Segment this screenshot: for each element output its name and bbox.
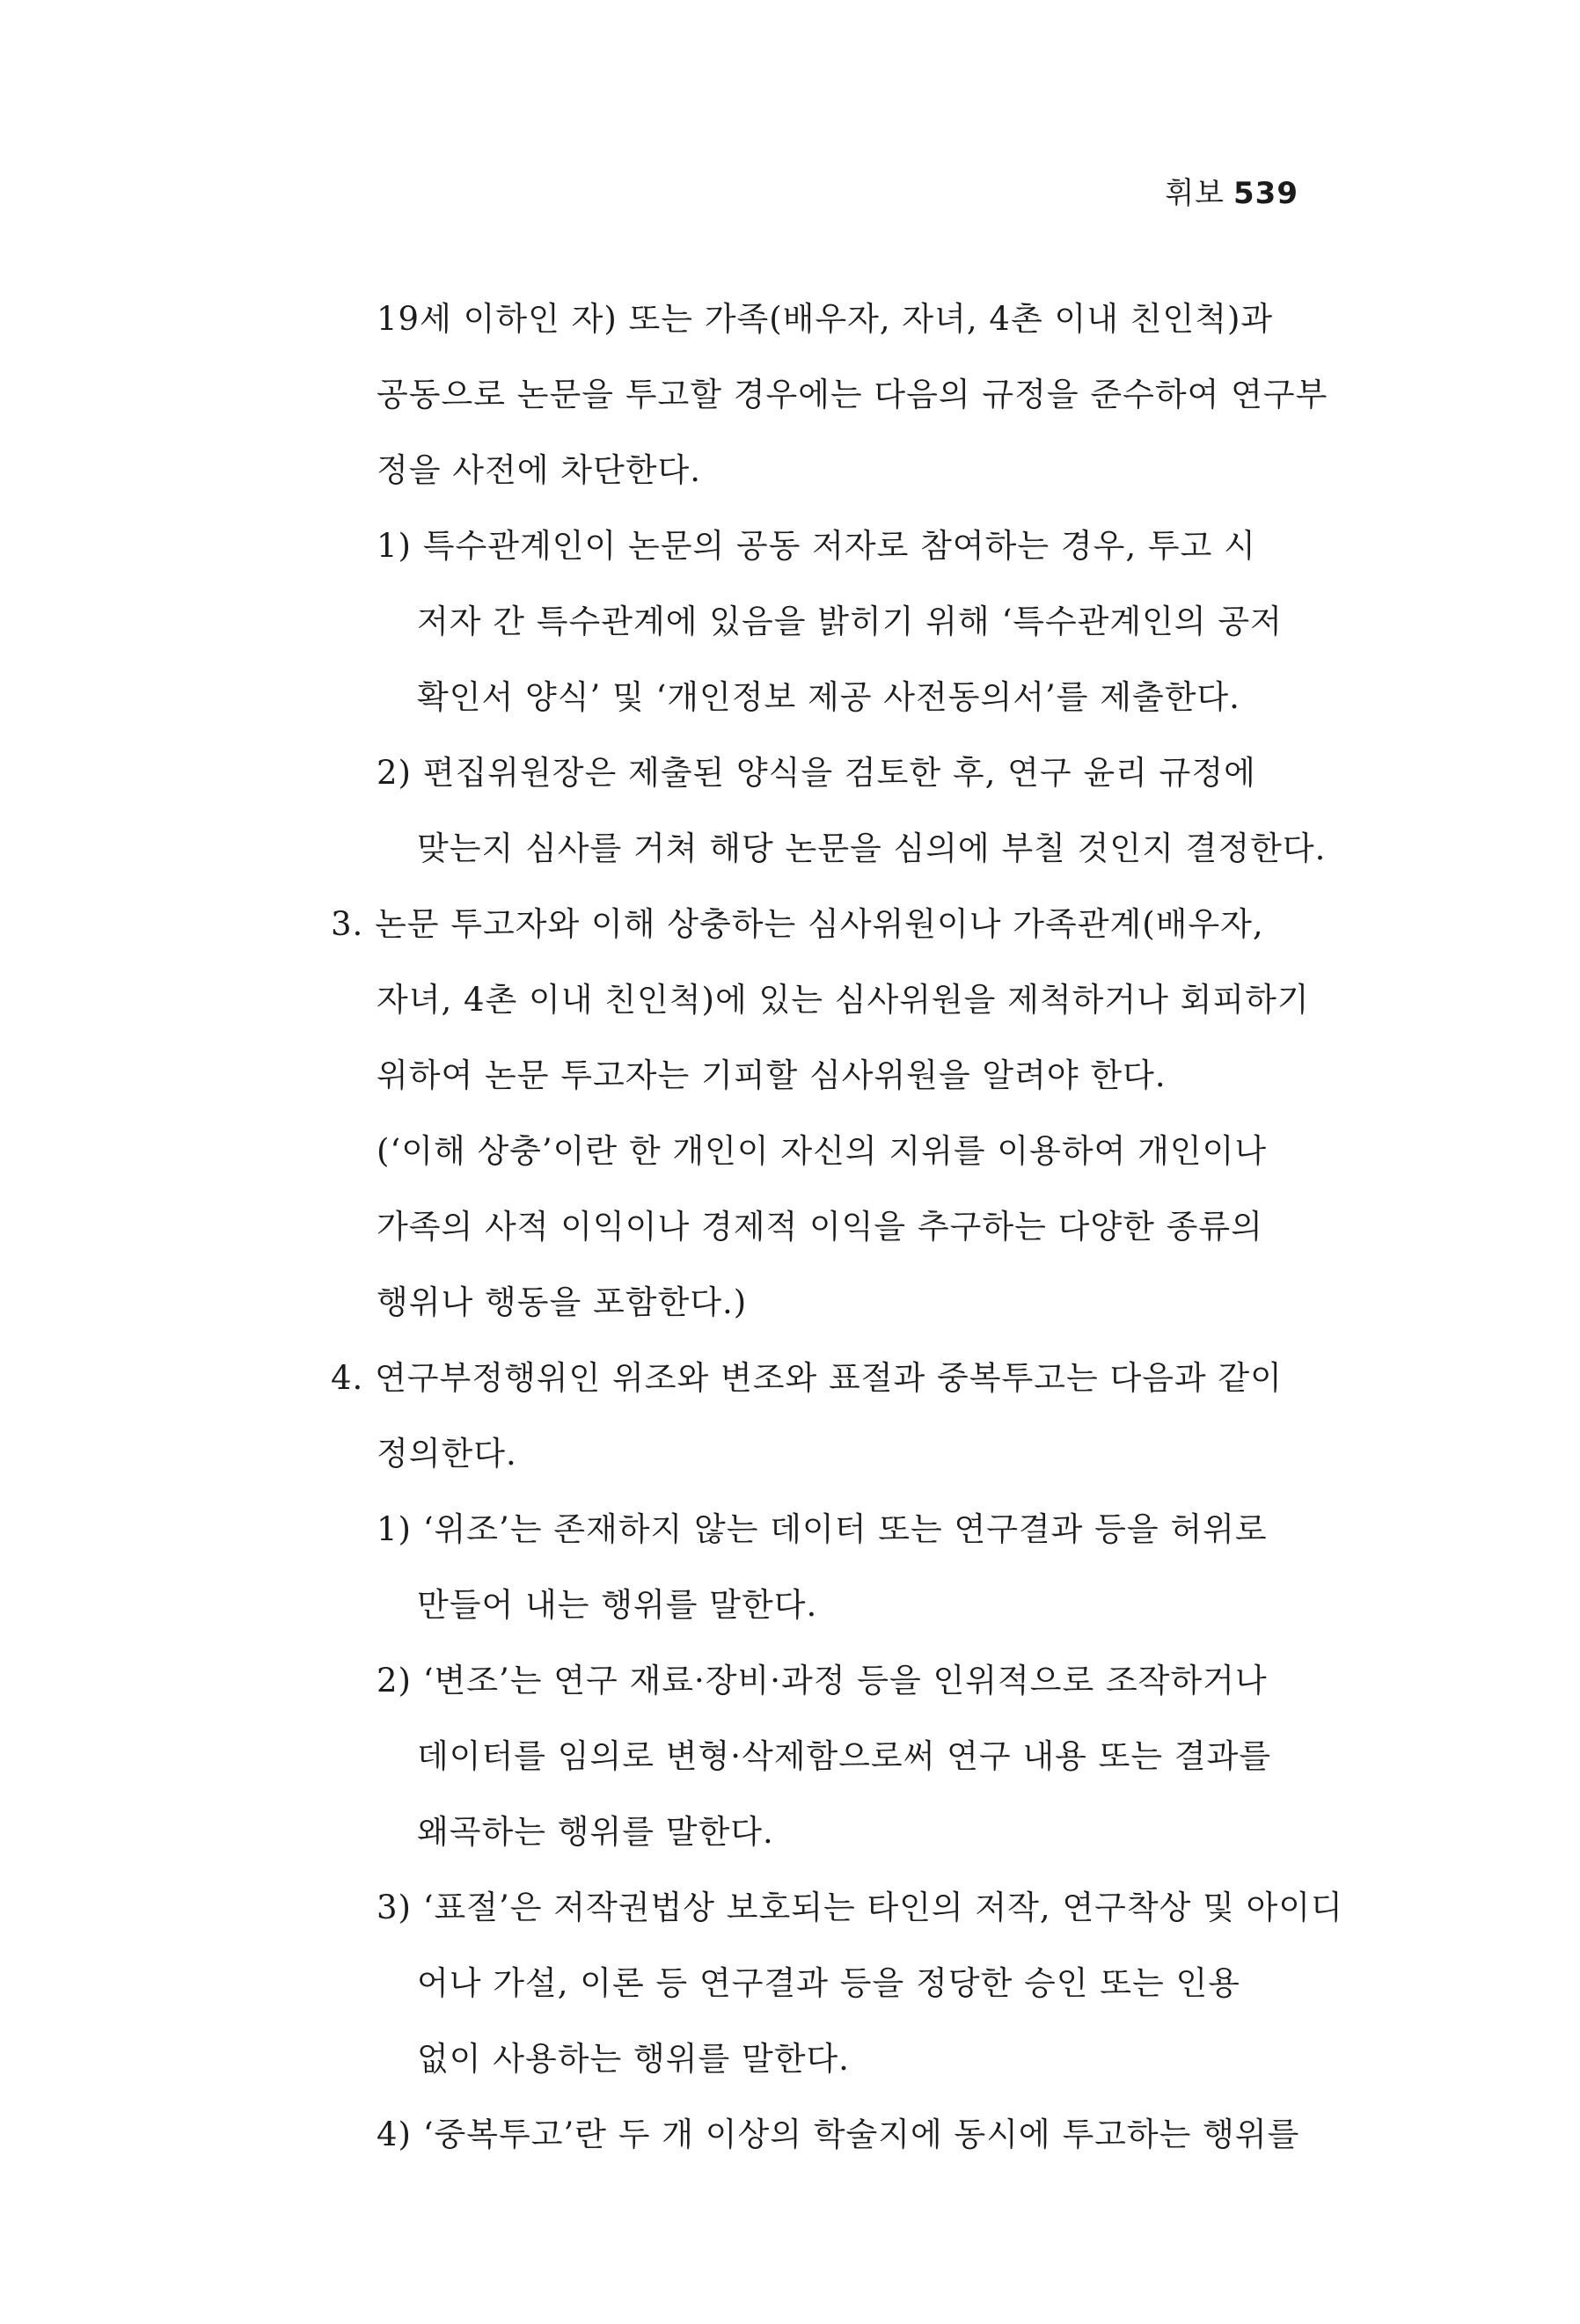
- section-item-3: 3. 논문 투고자와 이해 상충하는 심사위원이나 가족관계(배우자,: [331, 905, 1264, 943]
- text-line: 가족의 사적 이익이나 경제적 이익을 추구하는 다양한 종류의: [377, 1208, 1263, 1246]
- text-line: 정을 사전에 차단한다.: [377, 451, 701, 489]
- text-line: 정의한다.: [377, 1435, 517, 1473]
- text-line: 데이터를 임의로 변형·삭제함으로써 연구 내용 또는 결과를: [417, 1737, 1272, 1775]
- text-line: 만들어 내는 행위를 말한다.: [417, 1586, 818, 1624]
- list-item-marker-line: 1) 특수관계인이 논문의 공동 저자로 참여하는 경우, 투고 시: [377, 527, 1256, 565]
- text-line: 어나 가설, 이론 등 연구결과 등을 정당한 승인 또는 인용: [417, 1964, 1240, 2002]
- text-line: (‘이해 상충’이란 한 개인이 자신의 지위를 이용하여 개인이나: [377, 1132, 1268, 1170]
- running-header: [1165, 169, 1298, 212]
- text-line: 위하여 논문 투고자는 기피할 심사위원을 알려야 한다.: [377, 1056, 1167, 1094]
- text-line: 행위나 행동을 포함한다.): [377, 1283, 748, 1321]
- text-line: 공동으로 논문을 투고할 경우에는 다음의 규정을 준수하여 연구부: [377, 376, 1328, 413]
- list-item-marker-line: 2) ‘변조’는 연구 재료·장비·과정 등을 인위적으로 조작하거나: [377, 1662, 1268, 1699]
- text-line: 없이 사용하는 행위를 말한다.: [417, 2040, 850, 2078]
- section-item-4: 4. 연구부정행위인 위조와 변조와 표절과 중복투고는 다음과 같이: [331, 1359, 1283, 1397]
- text-line: 19세 이하인 자) 또는 가족(배우자, 자녀, 4촌 이내 친인척)과: [377, 300, 1274, 338]
- list-item-marker-line: 1) ‘위조’는 존재하지 않는 데이터 또는 연구결과 등을 허위로: [377, 1510, 1268, 1548]
- list-item-marker-line: 4) ‘중복투고’란 두 개 이상의 학술지에 동시에 투고하는 행위를: [377, 2116, 1300, 2153]
- page-number: 539: [1233, 176, 1298, 211]
- text-line: 저자 간 특수관계에 있음을 밝히기 위해 ‘특수관계인의 공저: [417, 603, 1283, 640]
- list-item-marker-line: 3) ‘표절’은 저작권법상 보호되는 타인의 저작, 연구착상 및 아이디: [377, 1889, 1343, 1926]
- text-line: 확인서 양식’ 및 ‘개인정보 제공 사전동의서’를 제출한다.: [417, 678, 1240, 716]
- text-line: 왜곡하는 행위를 말한다.: [417, 1813, 774, 1851]
- text-line: 자녀, 4촌 이내 친인척)에 있는 심사위원을 제척하거나 회피하기: [377, 981, 1310, 1019]
- header-section-title: 휘보: [1165, 176, 1225, 211]
- text-line: 맞는지 심사를 거쳐 해당 논문을 심의에 부칠 것인지 결정한다.: [417, 829, 1327, 867]
- list-item-marker-line: 2) 편집위원장은 제출된 양식을 검토한 후, 연구 윤리 규정에: [377, 754, 1256, 792]
